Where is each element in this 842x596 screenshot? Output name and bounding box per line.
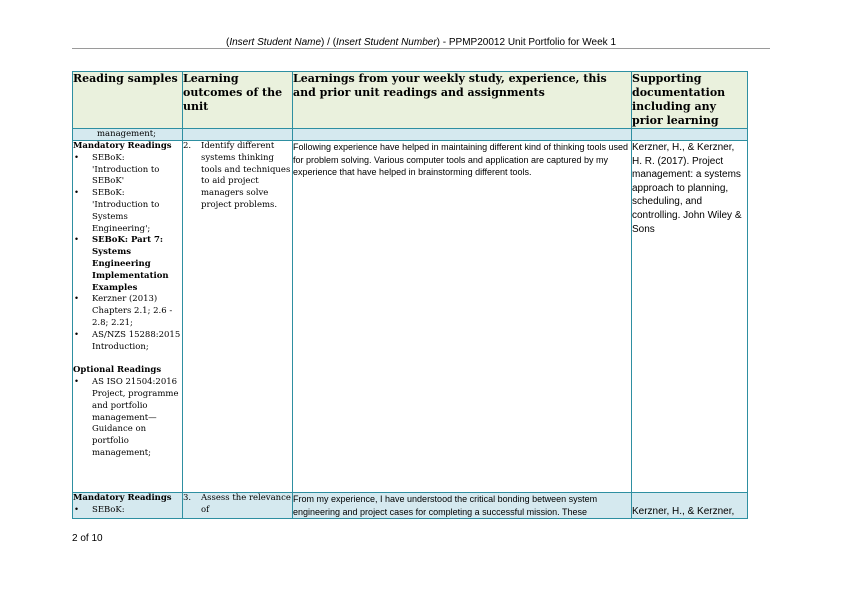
mandatory-readings-list — [73, 153, 182, 354]
col-header-supporting-docs: Supporting documentation including any prior learning — [632, 72, 748, 129]
supporting-docs-text: Kerzner, H., & Kerzner, — [632, 506, 735, 517]
outcome-text: Identify different systems thinking tools and techniques to aid project managers solve project problems. — [201, 141, 291, 210]
optional-readings-list — [73, 377, 182, 460]
learnings-cell: Following experience have helped in maintaining different kind of thinking tools used for problem solving. Various computer tools and application are captured by my experience that have helped in brainstorming different tools. — [293, 141, 632, 493]
page-number: 2 of 10 — [72, 533, 103, 544]
outcome-text: Assess the relevance of — [201, 493, 291, 515]
col-header-learnings: Learnings from your weekly study, experience, this and prior unit readings and assignments — [293, 72, 632, 129]
header-title: - PPMP20012 Unit Portfolio for Week 1 — [440, 37, 617, 48]
carryover-cell: management; — [73, 129, 183, 141]
supporting-docs-cell — [632, 493, 748, 519]
carryover-empty-cell — [632, 129, 748, 141]
learnings-text: From my experience, I have understood the critical bonding between system engineering and project cases for completing a successful mission. These — [293, 494, 598, 517]
page-header: (Insert Student Name) / (Insert Student Number) - PPMP20012 Unit Portfolio for Week 1 — [225, 37, 617, 48]
mandatory-readings-list — [73, 505, 182, 517]
carryover-empty-cell — [183, 129, 293, 141]
mandatory-readings-heading: Mandatory Readings — [73, 493, 172, 503]
table-row-outcome-3 — [73, 493, 748, 519]
optional-readings-heading: Optional Readings — [73, 365, 162, 376]
list-item: • AS/NZS 15288:2015 Introduction; — [73, 330, 182, 354]
learning-outcome-cell — [183, 141, 293, 493]
portfolio-table — [72, 71, 748, 519]
list-item: • SEBoK: 'Introduction to Systems Engineering'; — [73, 188, 182, 235]
carryover-empty-cell — [293, 129, 632, 141]
list-item: • SEBoK: 'Introduction to SEBoK' — [73, 153, 182, 188]
list-item: • AS ISO 21504:2016 Project, programme and portfolio management—Guidance on portfolio management; — [73, 377, 182, 460]
list-item: • SEBoK: Part 7: Systems Engineering Implementation Examples — [73, 235, 182, 294]
col-header-reading-samples: Reading samples — [73, 72, 183, 129]
supporting-docs-cell: Kerzner, H., & Kerzner, H. R. (2017). Project management: a systems approach to planning, scheduling, and controlling. John Wiley & Sons — [632, 141, 748, 493]
header-divider — [72, 48, 770, 49]
learnings-cell — [293, 493, 632, 519]
student-number-placeholder: Insert Student Number — [336, 37, 437, 48]
list-item: • SEBoK: — [73, 505, 182, 517]
learning-outcome-cell — [183, 493, 293, 519]
student-name-placeholder: Insert Student Name — [229, 37, 322, 48]
col-header-learning-outcomes: Learning outcomes of the unit — [183, 72, 293, 129]
outcome-number: 2. — [183, 141, 192, 151]
reading-samples-cell — [73, 141, 183, 493]
mandatory-readings-heading: Mandatory Readings — [73, 141, 172, 151]
reading-samples-cell — [73, 493, 183, 519]
outcome-number: 3. — [183, 493, 192, 503]
list-item: • Kerzner (2013) Chapters 2.1; 2.6 - 2.8; 2.21; — [73, 294, 182, 329]
table-header-row — [73, 72, 748, 129]
table-row-carryover — [73, 129, 748, 141]
table-row-outcome-2 — [73, 141, 748, 493]
